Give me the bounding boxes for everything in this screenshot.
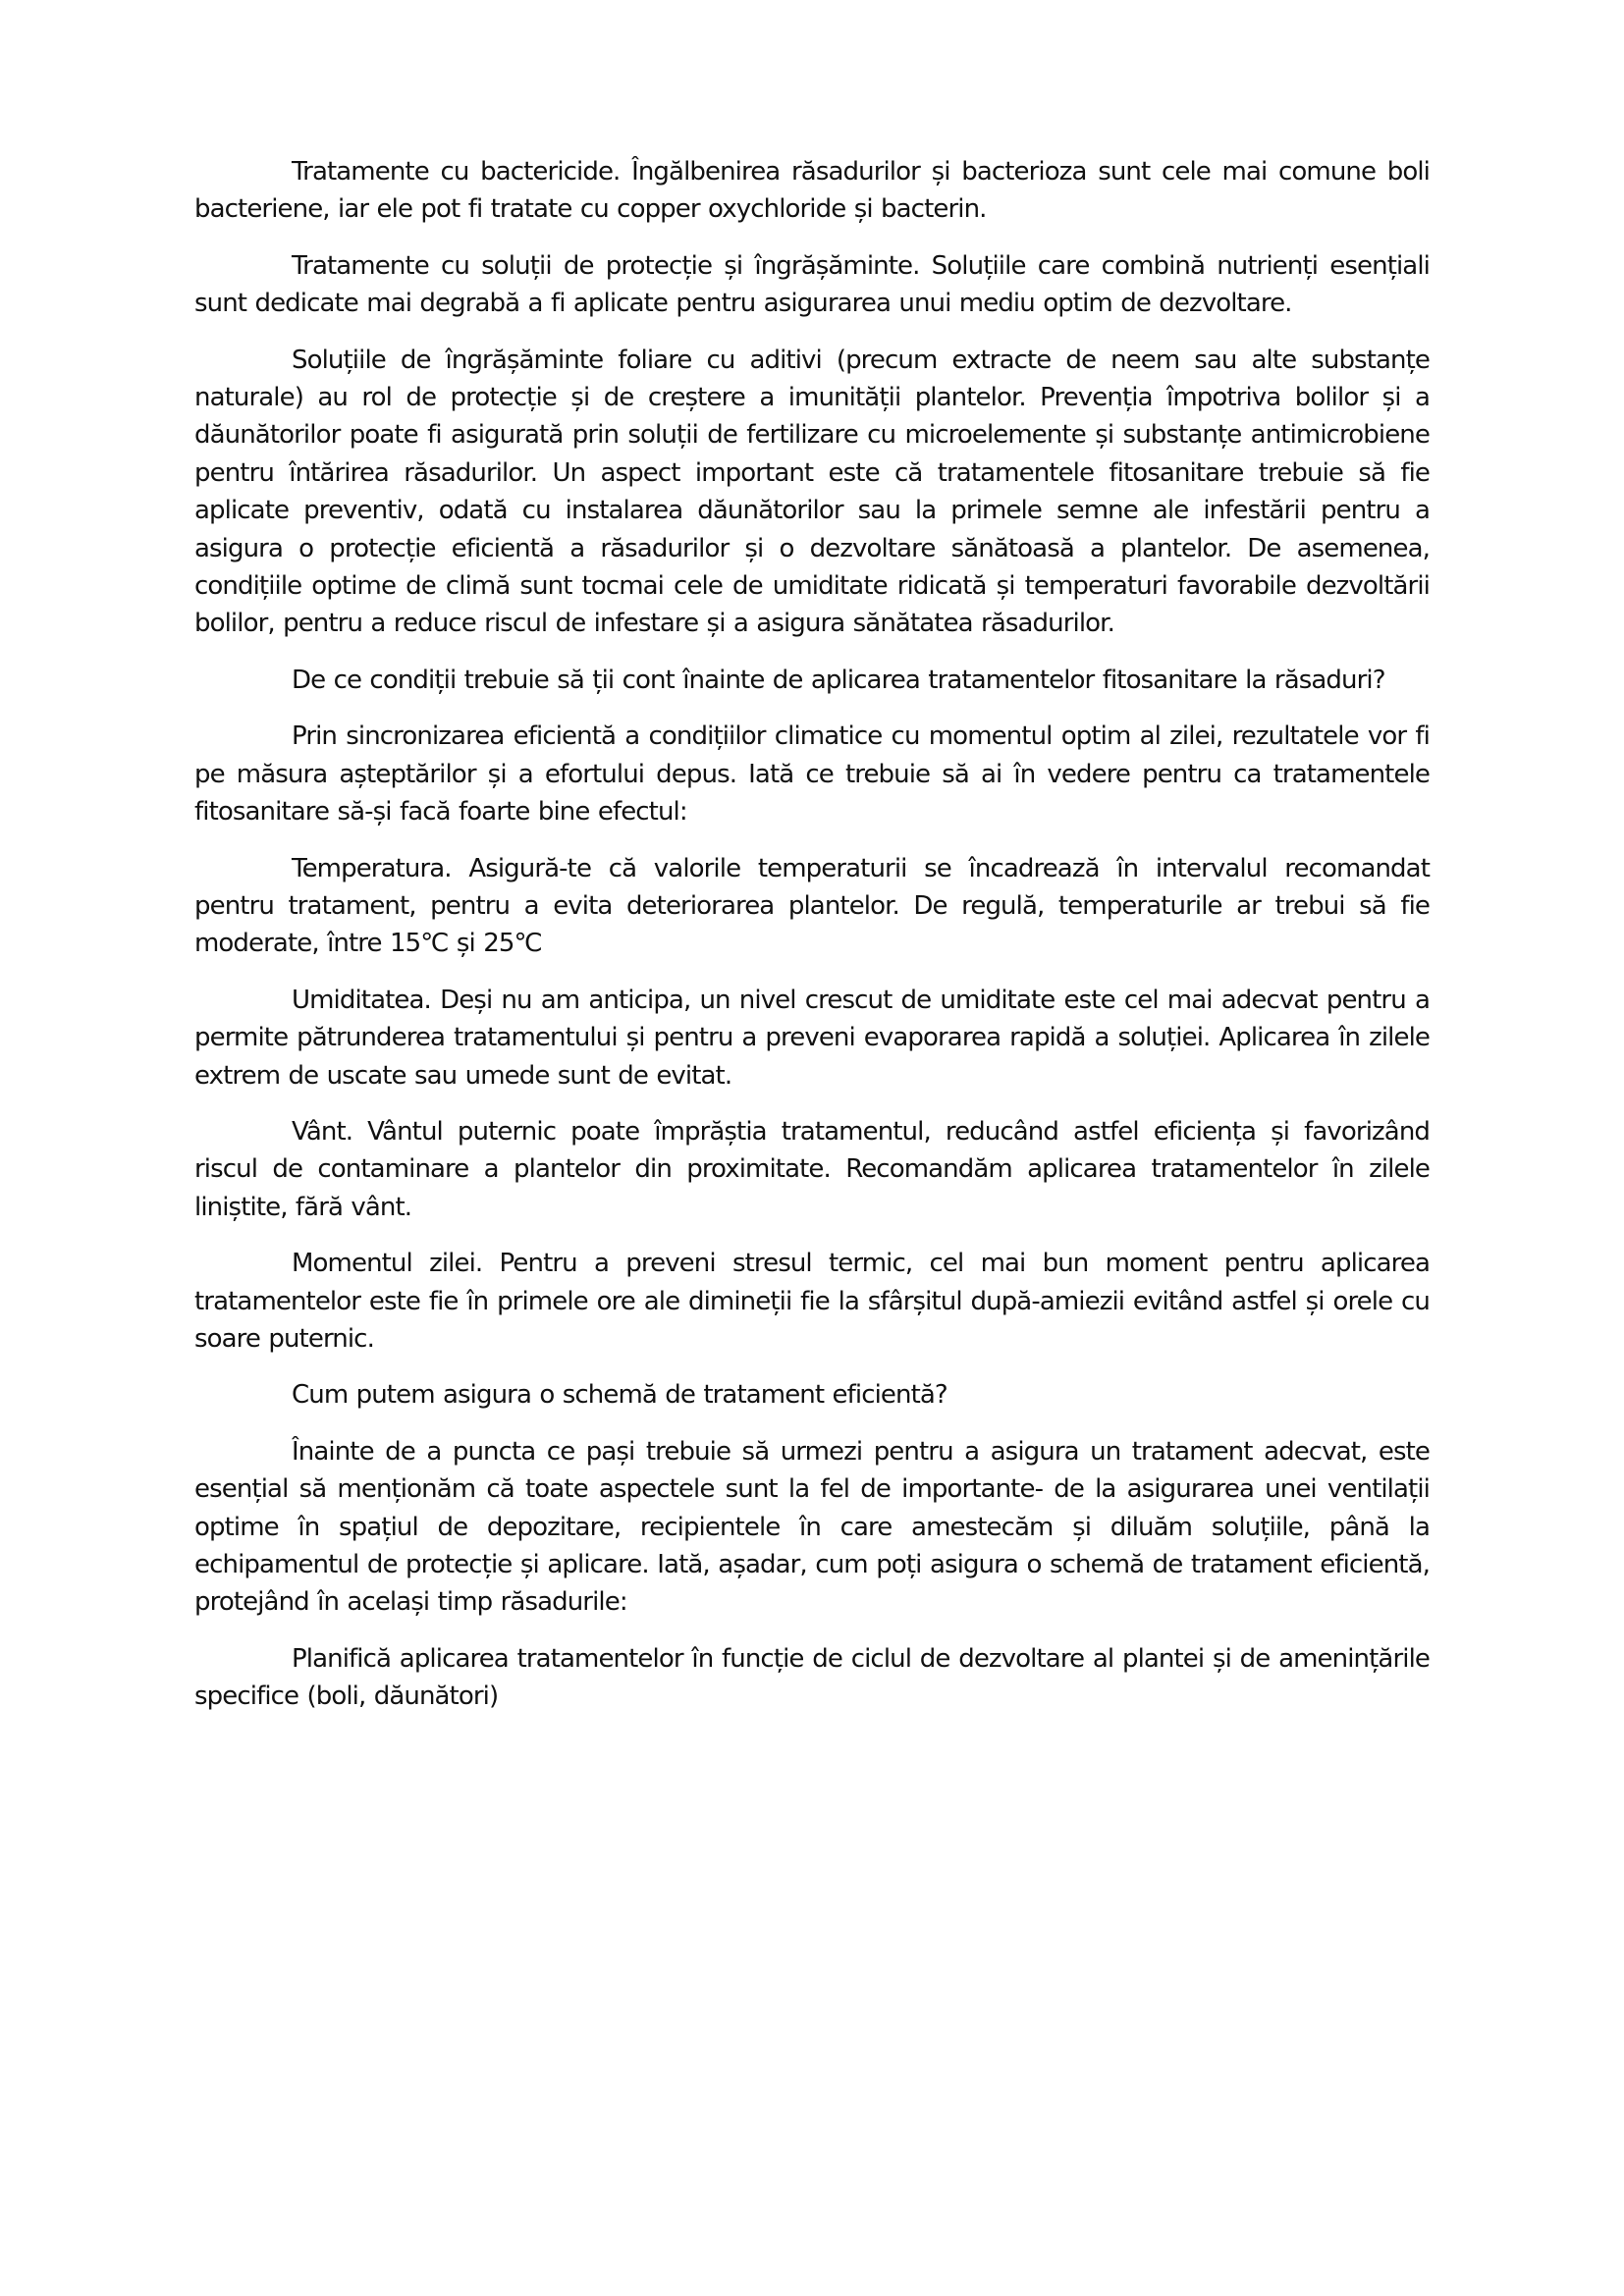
paragraph-schedule-question: Cum putem asigura o schemă de tratament eficientă? <box>292 1380 947 1411</box>
paragraph-temperature: Temperatura. Asigură-te că valorile temperaturii se încadrează în intervalul recomandat pentru tratament, pentru a evita deteriorarea plantelor. De regulă, temperaturile ar trebui să fie moderate, între 15℃ și 25℃ <box>194 853 1430 959</box>
paragraph-conditions-question: De ce condiții trebuie să ții cont înainte de aplicarea tratamentelor fitosanitare la răsaduri? <box>292 665 1385 695</box>
paragraph-wind: Vânt. Vântul puternic poate împrăștia tratamentul, reducând astfel eficiența și favorizând riscul de contaminare a plantelor din proximitate. Recomandăm aplicarea tratamentelor în zilele liniștite, fără vânt. <box>194 1116 1430 1222</box>
paragraph-bactericide-treatments: Tratamente cu bactericide. Îngălbenirea răsadurilor și bacterioza sunt cele mai comune boli bacteriene, iar ele pot fi tratate cu copper oxychloride și bacterin. <box>194 157 1430 225</box>
paragraph-plan-treatments: Planifică aplicarea tratamentelor în funcție de ciclul de dezvoltare al plantei și de amenințările specifice (boli, dăunători) <box>194 1643 1430 1712</box>
document-page <box>194 153 1430 1735</box>
paragraph-before-steps: Înainte de a puncta ce pași trebuie să urmezi pentru a asigura un tratament adecvat, este esențial să menționăm că toate aspectele sunt la fel de importante- de la asigurarea unei ventilații optime în spațiul de depozitare, recipientele în care amestecăm și diluăm soluțiile, până la echipamentul de protecție și aplicare. Iată, așadar, cum poți asigura o schemă de tratament eficientă, protejând în același timp răsadurile: <box>194 1436 1430 1618</box>
paragraph-protection-solutions: Tratamente cu soluții de protecție și îngrășăminte. Soluțiile care combină nutrienți esențiali sunt dedicate mai degrabă a fi aplicate pentru asigurarea unui mediu optim de dezvoltare. <box>194 250 1430 319</box>
paragraph-time-of-day: Momentul zilei. Pentru a preveni stresul termic, cel mai bun moment pentru aplicarea tratamentelor este fie în primele ore ale dimineții fie la sfârșitul după-amiezii evitând astfel și orele cu soare puternic. <box>194 1249 1430 1354</box>
paragraph-synchronization: Prin sincronizarea eficientă a condițiilor climatice cu momentul optim al zilei, rezultatele vor fi pe măsura așteptărilor și a efortului depus. Iată ce trebuie să ai în vedere pentru ca tratamentele fitosanitare să-și facă foarte bine efectul: <box>194 721 1430 828</box>
paragraph-foliar-fertilizers: Soluțiile de îngrășăminte foliare cu aditivi (precum extracte de neem sau alte substanțe naturale) au rol de protecție și de creștere a imunității plantelor. Prevenția împotriva bolilor și a dăunătorilor poate fi asigurată prin soluții de fertilizare cu microelemente și substanțe antimicrobiene pentru întărirea răsadurilor. Un aspect important este că tratamentele fitosanitare trebuie să fie aplicate preventiv, odată cu instalarea dăunătorilor sau la primele semne ale infestării pentru a asigura o protecție eficientă a răsadurilor și o dezvoltare sănătoasă a plantelor. De asemenea, condițiile optime de climă sunt tocmai cele de umiditate ridicată și temperaturi favorabile dezvoltării bolilor, pentru a reduce riscul de infestare și a asigura sănătatea răsadurilor. <box>194 345 1430 639</box>
paragraph-humidity: Umiditatea. Deși nu am anticipa, un nivel crescut de umiditate este cel mai adecvat pentru a permite pătrunderea tratamentului și pentru a preveni evaporarea rapidă a soluției. Aplicarea în zilele extrem de uscate sau umede sunt de evitat. <box>194 985 1430 1091</box>
